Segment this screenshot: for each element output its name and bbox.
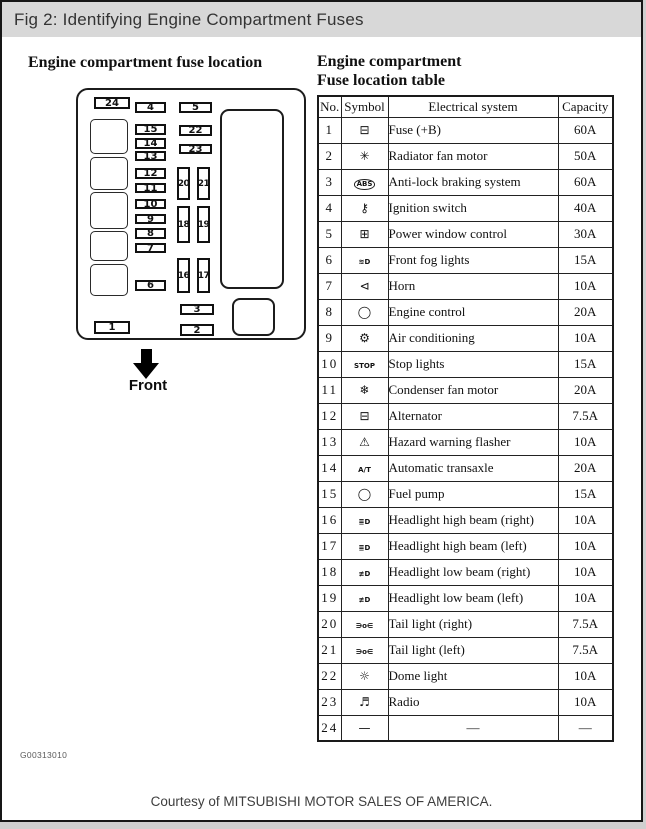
fuse-number-cell: 10	[318, 351, 341, 377]
fuse-14: 14	[135, 138, 166, 149]
hazard-warning-icon: ⚠	[359, 435, 370, 449]
electrical-system-cell: Power window control	[388, 221, 558, 247]
table-row	[318, 377, 613, 403]
table-row	[318, 195, 613, 221]
fuse-number-cell: 4	[318, 195, 341, 221]
table-row	[318, 247, 613, 273]
automatic-transaxle-icon: A/T	[358, 466, 371, 474]
electrical-system-cell: Horn	[388, 273, 558, 299]
fuel-pump-icon: ◯	[357, 487, 372, 501]
electrical-system-cell: Headlight low beam (right)	[388, 559, 558, 585]
electrical-system-cell: Dome light	[388, 663, 558, 689]
table-row	[318, 429, 613, 455]
fuse-20: 20	[177, 167, 190, 200]
fuse-23: 23	[179, 144, 212, 154]
header-system: Electrical system	[388, 96, 558, 117]
fuse-number-cell: 24	[318, 715, 341, 741]
table-row	[318, 663, 613, 689]
headlight-low-beam-icon: ≢D	[358, 596, 371, 604]
fuse-number-cell: 8	[318, 299, 341, 325]
capacity-cell: 10A	[558, 585, 613, 611]
fuse-3: 3	[180, 304, 214, 315]
table-row	[318, 117, 613, 143]
table-row	[318, 143, 613, 169]
fuse-10: 10	[135, 199, 166, 209]
relay-box-1	[90, 119, 128, 154]
fuse-2: 2	[180, 324, 214, 336]
condenser-fan-icon: ❄	[359, 383, 370, 397]
cover-box-large	[220, 109, 284, 289]
courtesy-note: Courtesy of MITSUBISHI MOTOR SALES OF AMERICA.	[150, 794, 493, 809]
capacity-cell: 7.5A	[558, 637, 613, 663]
abs-icon: ABS	[354, 179, 376, 190]
table-row	[318, 715, 613, 741]
capacity-cell: —	[558, 715, 613, 741]
fuse-symbol-cell	[341, 117, 388, 143]
dome-light-icon: ☼	[359, 669, 370, 683]
fuse-symbol-cell	[341, 377, 388, 403]
fuse-symbol-cell	[341, 611, 388, 637]
table-row	[318, 481, 613, 507]
fuse-number-cell: 17	[318, 533, 341, 559]
fuse-symbol-cell	[341, 507, 388, 533]
front-label: Front	[128, 377, 168, 394]
fuse-15: 15	[135, 124, 166, 135]
fuse-number-cell: 9	[318, 325, 341, 351]
fuse-number-cell: 19	[318, 585, 341, 611]
fuse-12: 12	[135, 168, 166, 179]
fuse-number-cell: 2	[318, 143, 341, 169]
table-row	[318, 299, 613, 325]
capacity-cell: 50A	[558, 143, 613, 169]
fuse-symbol-cell	[341, 403, 388, 429]
electrical-system-cell: Radio	[388, 689, 558, 715]
table-heading-line1: Engine compartment	[317, 53, 462, 70]
engine-icon: ◯	[357, 305, 372, 319]
electrical-system-cell: Radiator fan motor	[388, 143, 558, 169]
electrical-system-cell: Headlight high beam (left)	[388, 533, 558, 559]
relay-box-2	[90, 157, 128, 190]
capacity-cell: 10A	[558, 507, 613, 533]
fuse-number-cell: 16	[318, 507, 341, 533]
fuse-symbol-cell	[341, 533, 388, 559]
relay-box-4	[90, 231, 128, 261]
capacity-cell: 10A	[558, 273, 613, 299]
relay-box-5	[90, 264, 128, 296]
fuse-4: 4	[135, 102, 166, 113]
fuse-22: 22	[179, 125, 212, 136]
table-row	[318, 507, 613, 533]
table-row	[318, 351, 613, 377]
fuse-symbol-cell	[341, 689, 388, 715]
fuse-11: 11	[135, 183, 166, 193]
fuse-symbol-cell	[341, 455, 388, 481]
electrical-system-cell: Front fog lights	[388, 247, 558, 273]
fuse-9: 9	[135, 214, 166, 224]
electrical-system-cell: Fuse (+B)	[388, 117, 558, 143]
horn-icon: ⊲	[359, 279, 370, 293]
fuse-number-cell: 12	[318, 403, 341, 429]
fuse-number-cell: 18	[318, 559, 341, 585]
fuse-number-cell: 6	[318, 247, 341, 273]
fuse-symbol-cell	[341, 559, 388, 585]
battery-icon: ⊟	[359, 409, 370, 423]
capacity-cell: 60A	[558, 169, 613, 195]
fuse-6: 6	[135, 280, 166, 291]
table-row	[318, 325, 613, 351]
fuse-16: 16	[177, 258, 190, 293]
table-row	[318, 611, 613, 637]
cover-box-small	[232, 298, 275, 336]
fuse-number-cell: 13	[318, 429, 341, 455]
fuse-number-cell: 1	[318, 117, 341, 143]
fuse-symbol-cell	[341, 247, 388, 273]
fuse-7: 7	[135, 243, 166, 253]
headlight-high-beam-icon: ≣D	[358, 518, 371, 526]
radiator-fan-icon: ✳	[359, 149, 370, 163]
electrical-system-cell: Tail light (right)	[388, 611, 558, 637]
electrical-system-cell: Fuel pump	[388, 481, 558, 507]
table-row	[318, 221, 613, 247]
fuse-symbol-cell	[341, 429, 388, 455]
diagram-heading: Engine compartment fuse location	[28, 54, 263, 71]
figure-title: Fig 2: Identifying Engine Compartment Fuses	[14, 9, 364, 29]
fuse-24: 24	[94, 97, 130, 109]
fuse-18: 18	[177, 206, 190, 243]
electrical-system-cell: Headlight high beam (right)	[388, 507, 558, 533]
radio-icon: ♬	[359, 695, 370, 709]
table-row	[318, 455, 613, 481]
table-row	[318, 403, 613, 429]
capacity-cell: 7.5A	[558, 403, 613, 429]
capacity-cell: 20A	[558, 377, 613, 403]
capacity-cell: 10A	[558, 559, 613, 585]
fuse-symbol-cell	[341, 273, 388, 299]
capacity-cell: 30A	[558, 221, 613, 247]
fuse-5: 5	[179, 102, 212, 113]
capacity-cell: 10A	[558, 325, 613, 351]
header-capacity: Capacity	[558, 96, 613, 117]
electrical-system-cell: Condenser fan motor	[388, 377, 558, 403]
fuse-symbol-cell	[341, 299, 388, 325]
fuse-symbol-cell	[341, 143, 388, 169]
power-window-icon: ⊞	[359, 227, 370, 241]
electrical-system-cell: Air conditioning	[388, 325, 558, 351]
fuse-number-cell: 22	[318, 663, 341, 689]
capacity-cell: 15A	[558, 351, 613, 377]
fuse-symbol-cell	[341, 325, 388, 351]
tail-light-icon: ∋o∈	[355, 622, 374, 630]
ignition-key-icon: ⚷	[360, 201, 369, 215]
fuse-1: 1	[94, 321, 130, 334]
stop-lights-icon: STOP	[354, 362, 375, 370]
battery-icon: ⊟	[359, 123, 370, 137]
electrical-system-cell: Automatic transaxle	[388, 455, 558, 481]
fuse-symbol-cell	[341, 585, 388, 611]
fuse-table-body	[318, 117, 613, 741]
fuse-number-cell: 21	[318, 637, 341, 663]
capacity-cell: 10A	[558, 429, 613, 455]
capacity-cell: 7.5A	[558, 611, 613, 637]
table-row	[318, 689, 613, 715]
fuse-table-head	[318, 96, 613, 117]
front-arrow-shaft	[141, 349, 152, 364]
fuse-number-cell: 5	[318, 221, 341, 247]
fuse-symbol-cell	[341, 715, 388, 741]
capacity-cell: 10A	[558, 689, 613, 715]
fuse-symbol-cell	[341, 663, 388, 689]
fuse-19: 19	[197, 206, 210, 243]
electrical-system-cell: Ignition switch	[388, 195, 558, 221]
table-row	[318, 273, 613, 299]
fuse-table-container	[317, 95, 614, 742]
capacity-cell: 10A	[558, 533, 613, 559]
capacity-cell: 10A	[558, 663, 613, 689]
capacity-cell: 15A	[558, 481, 613, 507]
fuse-number-cell: 11	[318, 377, 341, 403]
capacity-cell: 15A	[558, 247, 613, 273]
table-heading-line2: Fuse location table	[317, 72, 445, 89]
tail-light-icon: ∋o∈	[355, 648, 374, 656]
headlight-high-beam-icon: ≣D	[358, 544, 371, 552]
capacity-cell: 60A	[558, 117, 613, 143]
capacity-cell: 20A	[558, 455, 613, 481]
fuse-8: 8	[135, 228, 166, 239]
header-symbol: Symbol	[341, 96, 388, 117]
fuse-number-cell: 3	[318, 169, 341, 195]
figure-code: G00313010	[20, 750, 68, 760]
fuse-21: 21	[197, 167, 210, 200]
table-row	[318, 585, 613, 611]
air-conditioning-icon: ⚙	[359, 331, 370, 345]
headlight-low-beam-icon: ≢D	[358, 570, 371, 578]
fuse-symbol-cell	[341, 221, 388, 247]
fuse-number-cell: 7	[318, 273, 341, 299]
electrical-system-cell: Headlight low beam (left)	[388, 585, 558, 611]
fog-light-icon: ≋D	[358, 258, 371, 266]
fuse-number-cell: 23	[318, 689, 341, 715]
fuse-symbol-cell	[341, 169, 388, 195]
fuse-number-cell: 14	[318, 455, 341, 481]
fuse-location-table	[317, 95, 614, 742]
header-row	[318, 96, 613, 117]
electrical-system-cell: Engine control	[388, 299, 558, 325]
electrical-system-cell: Tail light (left)	[388, 637, 558, 663]
table-row	[318, 169, 613, 195]
fuse-symbol-cell	[341, 481, 388, 507]
electrical-system-cell: Anti-lock braking system	[388, 169, 558, 195]
electrical-system-cell: —	[388, 715, 558, 741]
electrical-system-cell: Stop lights	[388, 351, 558, 377]
table-row	[318, 559, 613, 585]
fuse-symbol-cell	[341, 351, 388, 377]
fuse-13: 13	[135, 151, 166, 161]
fuse-number-cell: 15	[318, 481, 341, 507]
fuse-symbol-cell	[341, 195, 388, 221]
table-row	[318, 637, 613, 663]
capacity-cell: 20A	[558, 299, 613, 325]
electrical-system-cell: Hazard warning flasher	[388, 429, 558, 455]
header-no: No.	[318, 96, 341, 117]
table-row	[318, 533, 613, 559]
electrical-system-cell: Alternator	[388, 403, 558, 429]
capacity-cell: 40A	[558, 195, 613, 221]
fuse-symbol-cell	[341, 637, 388, 663]
fuse-17: 17	[197, 258, 210, 293]
relay-box-3	[90, 192, 128, 229]
none: —	[358, 720, 371, 735]
fuse-number-cell: 20	[318, 611, 341, 637]
